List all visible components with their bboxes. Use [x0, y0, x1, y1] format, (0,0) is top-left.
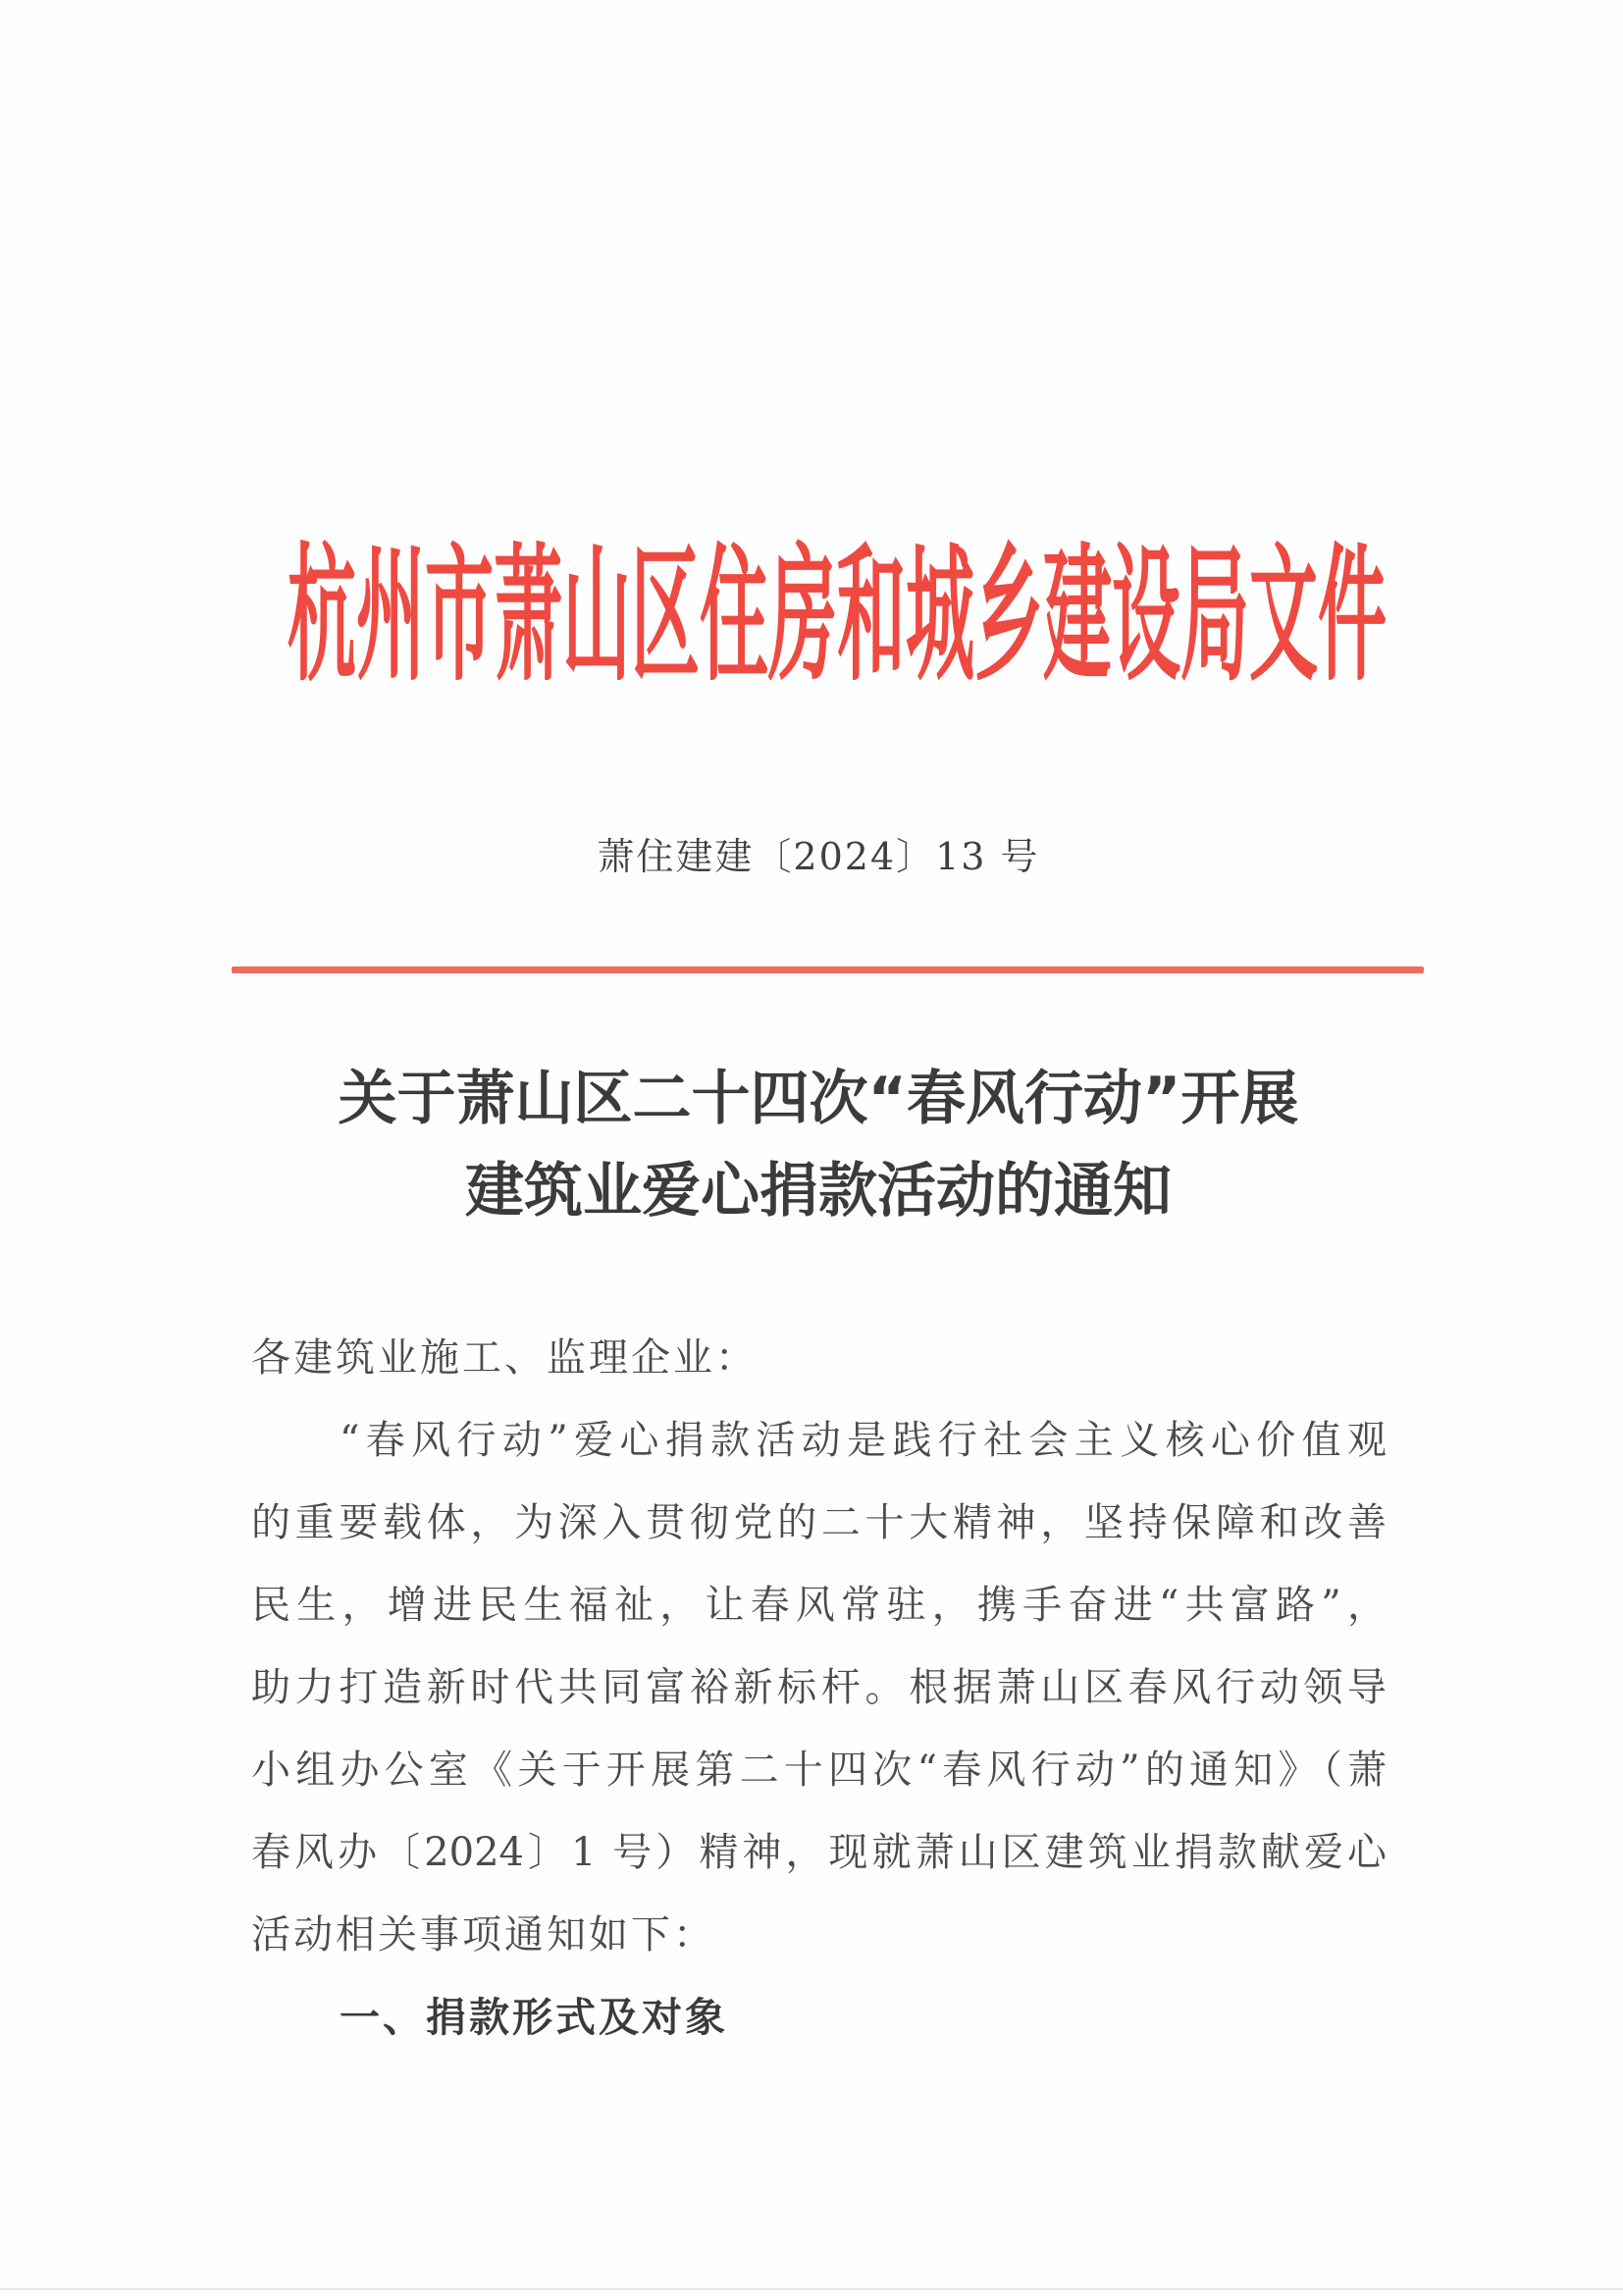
body-line: 民生，增进民生福祉，让春风常驻，携手奋进“共富路”，	[251, 1583, 1387, 1628]
title-line-1: 关于萧山区二十四次“春风行动”开展	[338, 1065, 1299, 1133]
salutation: 各建筑业施工、监理企业：	[251, 1335, 758, 1381]
section-heading: 一、捐款形式及对象	[340, 1994, 728, 2041]
body-line: 活动相关事项通知如下：	[251, 1912, 715, 1957]
scan-edge-line	[0, 2288, 1623, 2290]
header-red-rule	[232, 966, 1424, 973]
body-line: 的重要载体，为深入贯彻党的二十大精神，坚持保障和改善	[251, 1500, 1387, 1545]
body-line: 助力打造新时代共同富裕新标杆。根据萧山区春风行动领导	[251, 1665, 1387, 1710]
body-line: “春风行动”爱心捐款活动是践行社会主义核心价值观	[340, 1418, 1387, 1463]
body-line: 小组办公室《关于开展第二十四次“春风行动”的通知》（萧	[251, 1748, 1387, 1793]
title-line-2: 建筑业爱心捐款活动的通知	[465, 1157, 1172, 1226]
document-body	[251, 1317, 1387, 2059]
issuer-header-text: 杭州市萧山区住房和城乡建设局文件	[288, 538, 1387, 695]
body-line: 春风办〔2024〕1 号）精神，现就萧山区建筑业捐款献爱心	[251, 1830, 1387, 1875]
issuer-header	[288, 538, 1387, 695]
document-number: 萧住建建〔2024〕13 号	[597, 835, 1040, 878]
